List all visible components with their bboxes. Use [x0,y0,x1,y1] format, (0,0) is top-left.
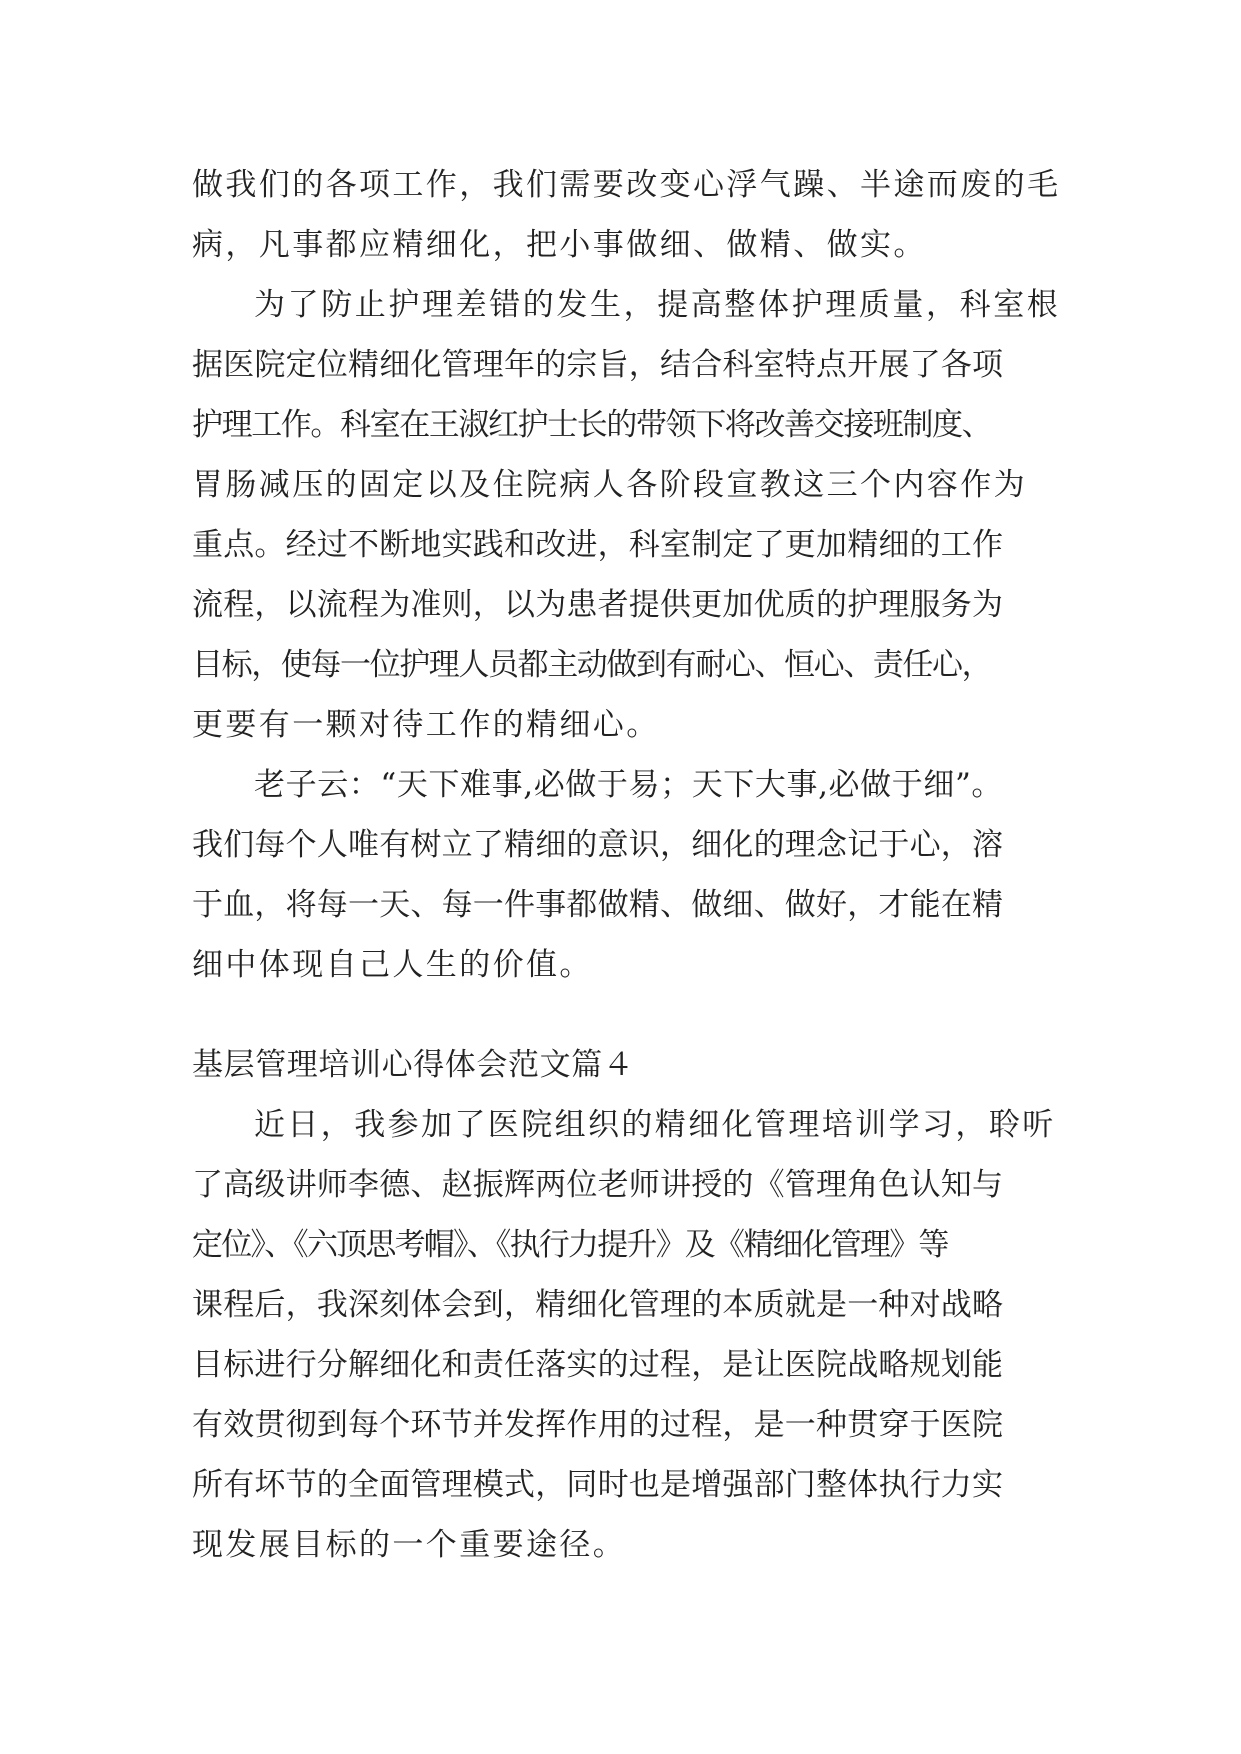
text-line: 所有坏节的全面管理模式，同时也是增强部门整体执行力实 [192,1467,1004,1503]
text-line: 老子云：“天下难事,必做于易；天下大事,必做于细”。 [254,767,1004,803]
text-line: 定位》、《六顶思考帽》、《执行力提升》及《精细化管理》等 [192,1227,948,1263]
text-line: 流程，以流程为准则，以为患者提供更加优质的护理服务为 [192,587,1004,623]
text-line: 目标，使每一位护理人员都主动做到有耐心、恒心、责任心， [192,647,992,683]
text-line: 护理工作。科室在王淑红护士长的带领下将改善交接班制度、 [192,407,992,443]
text-line: 重点。经过不断地实践和改进，科室制定了更加精细的工作 [192,527,1004,563]
text-line: 更要有一颗对待工作的精细心。 [192,707,660,743]
text-line: 现发展目标的一个重要途径。 [192,1527,627,1563]
text-line: 课程后，我深刻体会到，精细化管理的本质就是一种对战略 [192,1287,1004,1323]
text-line: 近日，我参加了医院组织的精细化管理培训学习，聆听 [254,1107,1056,1143]
text-line: 为了防止护理差错的发生，提高整体护理质量，科室根 [254,287,1061,323]
text-line: 做我们的各项工作，我们需要改变心浮气躁、半途而废的毛 [192,167,1061,203]
text-line: 于血，将每一天、每一件事都做精、做细、做好，才能在精 [192,887,1004,923]
text-line: 病，凡事都应精细化，把小事做细、做精、做实。 [192,227,927,263]
section-heading: 基层管理培训心得体会范文篇４ [192,1047,635,1083]
text-line: 有效贯彻到每个环节并发挥作用的过程，是一种贯穿于医院 [192,1407,1004,1443]
text-line: 目标进行分解细化和责任落实的过程，是让医院战略规划能 [192,1347,1004,1383]
text-line: 据医院定位精细化管理年的宗旨，结合科室特点开展了各项 [192,347,1004,383]
text-line: 了高级讲师李德、赵振辉两位老师讲授的《管理角色认知与 [192,1167,1004,1203]
text-line: 胃肠减压的固定以及住院病人各阶段宣教这三个内容作为 [192,467,1027,503]
text-line: 我们每个人唯有树立了精细的意识，细化的理念记于心，溶 [192,827,1004,863]
text-line: 细中体现自己人生的价值。 [192,947,593,983]
